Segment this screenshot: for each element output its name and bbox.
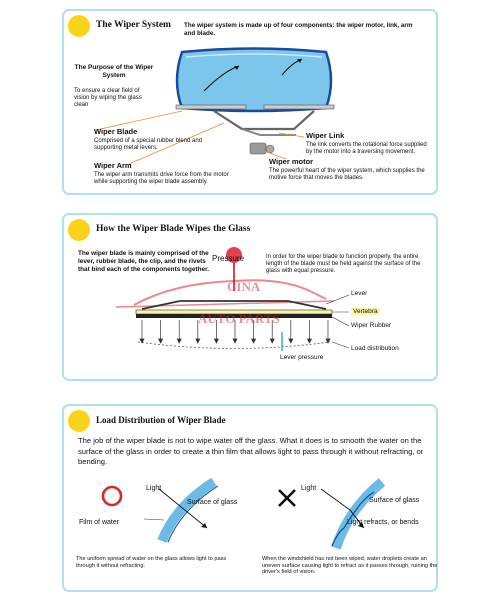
wiper-arm-text: The wiper arm transmits drive force from the motor while supporting the wiper blade assembly. <box>94 172 229 185</box>
load-arrow-head <box>307 339 311 343</box>
wiper-blade-right <box>264 105 334 109</box>
load-distribution-label: Load distribution <box>351 345 399 352</box>
load-distribution-curve <box>138 342 330 349</box>
watermark-text: CINA <box>227 279 261 294</box>
label-wiper-blade: Wiper Blade <box>94 127 138 136</box>
lever-pressure-label: Lever pressure <box>280 354 324 361</box>
light-label-left: Light <box>146 485 162 492</box>
load-arrow-head <box>159 339 163 343</box>
refracts-label: Light refracts, or bends <box>347 519 419 526</box>
film-of-water-label: Film of water <box>79 519 120 526</box>
caption-left: The uniform spread of water on the glass allows light to pass through it without refracting. <box>76 556 227 569</box>
blade-wiping-panel <box>62 213 438 381</box>
circle-ok-icon <box>103 487 121 505</box>
panel-title: Load Distribution of Wiper Blade <box>96 415 226 425</box>
load-arrow-head <box>289 339 293 343</box>
pressure-label: Pressure <box>212 254 245 263</box>
label-wiper-link: Wiper Link <box>306 131 345 140</box>
pressure-description: In order for the wiper blade to function properly, the entire length of the blade must be held against the surface of the glass with equal pressure. <box>266 254 421 274</box>
load-arrow-head <box>177 339 181 343</box>
caption-right: When the windshield has not been wiped, water droplets create an uneven surface causing light to refract as it passes through, ruining the driver's field of vision. <box>262 556 438 576</box>
wiper-motor <box>250 143 266 154</box>
glass-right <box>336 482 382 548</box>
purpose-text: To ensure a clear field of vision by wiping the glass clean <box>74 88 142 108</box>
windshield <box>177 49 331 112</box>
intro-text: The job of the wiper blade is not to wipe water off the glass. What it does is to smooth the water on the surface of the glass in order to create a thin film that allows light to pass through it without refracting, or bending. <box>78 436 424 466</box>
wiper-blade-left <box>176 105 246 109</box>
lever-label: Lever <box>351 290 368 297</box>
load-arrow-head <box>196 339 200 343</box>
vertebra-label: Vertebra <box>353 308 378 315</box>
wiper-link-text: The link converts the rotational force supplied by the motor into a traversing movement. <box>306 142 427 155</box>
wiper-system-panel <box>62 9 438 195</box>
watermark-text: AUTO PARTS <box>198 311 280 326</box>
load-arrow-head <box>252 339 256 343</box>
blade-pressure-illustration <box>64 215 440 383</box>
purpose-heading: The Purpose of the Wiper System <box>74 64 154 79</box>
wiper-rubber-label: Wiper Rubber <box>351 322 392 329</box>
surface-label-left: Surface of glass <box>187 499 238 506</box>
load-arrow-head <box>270 339 274 343</box>
wiper-blade-text: Comprised of a special rubber blend and supporting metal levers. <box>94 138 203 151</box>
panel-title: How the Wiper Blade Wipes the Glass <box>96 224 251 234</box>
load-arrow-head <box>233 339 237 343</box>
load-distribution-panel <box>62 404 438 592</box>
load-arrow-head <box>214 339 218 343</box>
intro-text: The wiper blade is mainly comprised of the lever, rubber blade, the clip, and the rivets that bind each of the components together. <box>78 250 210 273</box>
surface-label-right: Surface of glass <box>369 497 420 504</box>
label-wiper-arm: Wiper Arm <box>94 161 132 170</box>
wiper-arm <box>214 111 314 129</box>
cross-ng-icon <box>279 490 295 506</box>
panel-title: The Wiper System <box>96 20 171 30</box>
wiper-motor-text: The powerful heart of the wiper system, which supplies the motive force that moves the blades. <box>269 168 425 181</box>
label-wiper-motor: Wiper motor <box>269 157 314 166</box>
light-label-right: Light <box>301 485 317 492</box>
intro-text: The wiper system is made up of four components: the wiper motor, link, arm and blade. <box>184 22 413 37</box>
